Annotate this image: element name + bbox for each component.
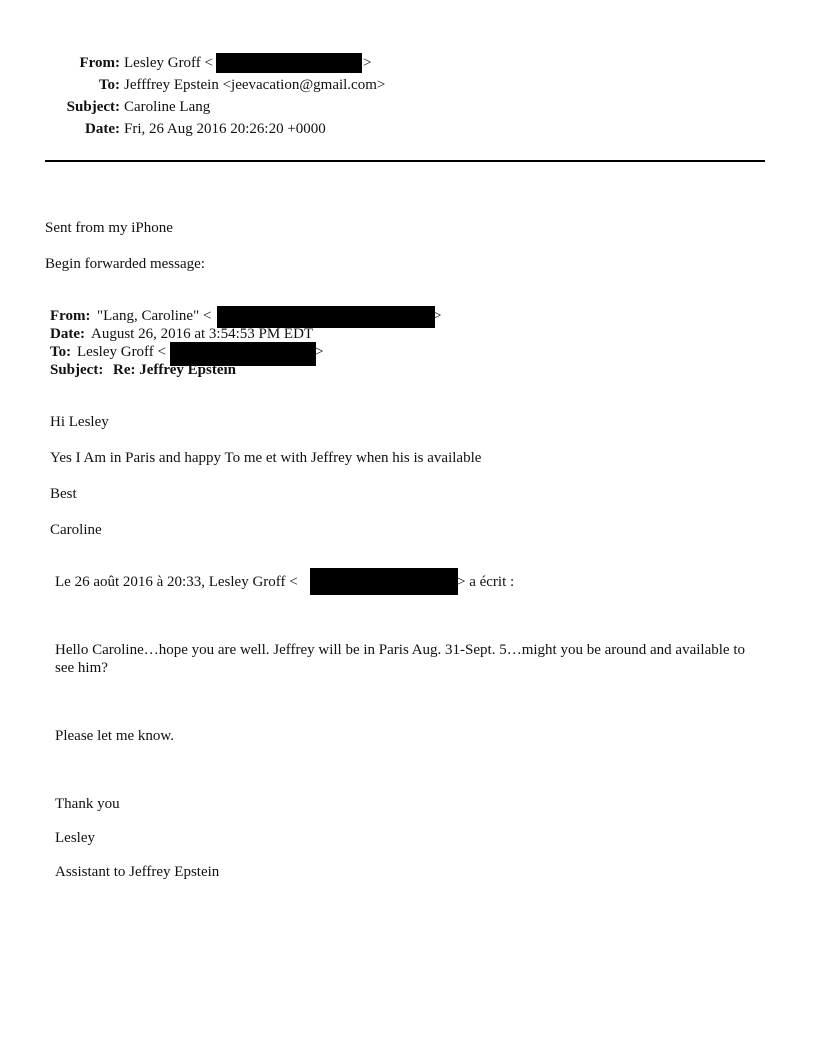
quoted-name: Lesley [55,830,95,846]
fwd-signature: Caroline [50,522,102,538]
quoted-intro-prefix: Le 26 août 2016 à 20:33, Lesley Groff < [55,574,298,590]
fwd-date-value: August 26, 2016 at 3:54:53 PM EDT [91,326,314,342]
fwd-from-close: > [433,308,442,324]
quoted-title: Assistant to Jeffrey Epstein [55,864,220,880]
from-label: From: [79,55,120,71]
fwd-subject-value: Re: Jeffrey Epstein [113,362,237,378]
fwd-to-close: > [315,344,324,360]
fwd-to-value: Lesley Groff < [77,344,166,360]
header-divider [45,160,765,162]
from-close: > [363,55,372,71]
quoted-thanks: Thank you [55,796,120,812]
to-value: Jefffrey Epstein <jeevacation@gmail.com> [124,77,386,93]
to-label: To: [98,77,120,93]
redaction-box [216,53,362,73]
fwd-message-line: Yes I Am in Paris and happy To me et with Jeffrey when his is available [50,450,482,466]
begin-forward-line: Begin forwarded message: [45,256,205,272]
subject-label: Subject: [66,99,120,115]
quoted-intro-suffix: > a écrit : [457,574,515,590]
fwd-from-value: "Lang, Caroline" < [97,308,212,324]
sent-from-line: Sent from my iPhone [45,220,173,236]
fwd-signoff: Best [50,486,77,502]
subject-value: Caroline Lang [124,99,211,115]
fwd-greeting: Hi Lesley [50,414,109,430]
from-value: Lesley Groff < [124,55,213,71]
date-value: Fri, 26 Aug 2016 20:26:20 +0000 [124,121,326,137]
fwd-subject-label: Subject: [50,362,104,378]
fwd-date-label: Date: [50,326,85,342]
date-label: Date: [85,121,120,137]
redaction-box [310,568,458,595]
quoted-request: Please let me know. [55,728,174,744]
fwd-from-label: From: [50,308,91,324]
fwd-to-label: To: [50,344,72,360]
quoted-paragraph: Hello Caroline…hope you are well. Jeffrey will be in Paris Aug. 31-Sept. 5…might you be around and available to see him? [55,642,745,676]
